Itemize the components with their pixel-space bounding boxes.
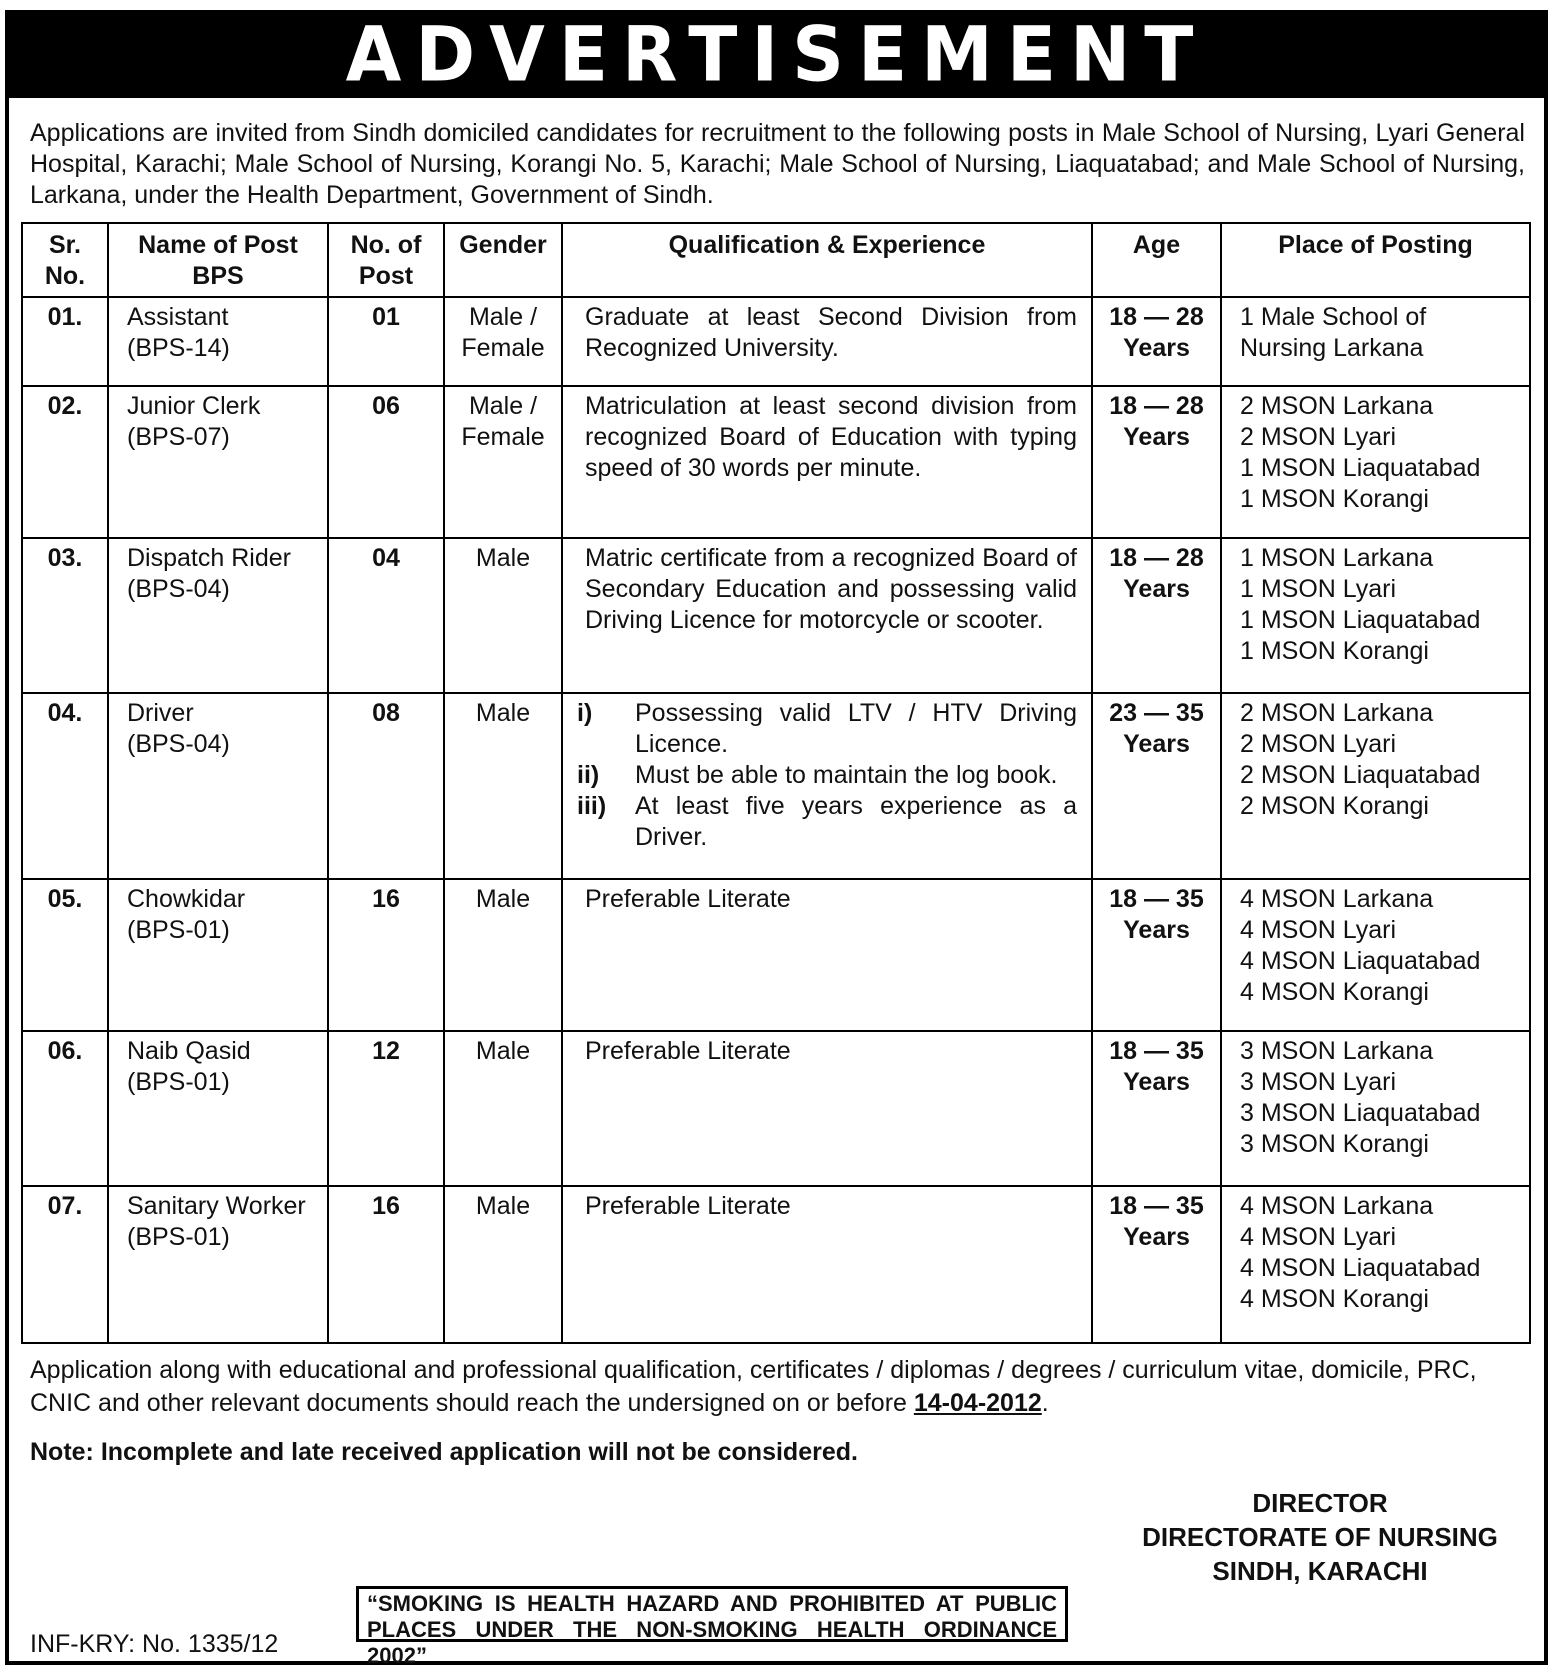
item-marker: ii) [577, 761, 600, 789]
item-text: Possessing valid LTV / HTV Driving Licence. [635, 699, 1077, 758]
qualification-item [577, 760, 1077, 791]
age: 18 — 28 Years [1092, 386, 1221, 538]
header-gender: Gender [444, 223, 562, 297]
qualification-list [577, 698, 1077, 853]
place-of-posting: 2 MSON Larkana 2 MSON Lyari 1 MSON Liaquatabad 1 MSON Korangi [1221, 386, 1530, 538]
signature-location: SINDH, KARACHI [1212, 1556, 1428, 1586]
post-name: Junior Clerk (BPS-07) [108, 386, 328, 538]
qualification: Preferable Literate [562, 1186, 1092, 1343]
sr-no: 06. [22, 1031, 108, 1186]
table-row [22, 1186, 1530, 1343]
intro-paragraph: Applications are invited from Sindh domiciled candidates for recruitment to the following posts in Male School of Nursing, Lyari General Hospital, Karachi; Male School of Nursing, Korangi No. 5, Karachi; Male School of Nursing, Liaquatabad; and Male School of Nursing, Larkana, under the Health Department, Government of Sindh. [30, 119, 1525, 209]
table-row [22, 386, 1530, 538]
qualification: Preferable Literate [562, 1031, 1092, 1186]
post-count: 16 [328, 1186, 444, 1343]
age: 18 — 28 Years [1092, 297, 1221, 386]
age: 23 — 35 Years [1092, 693, 1221, 879]
place-of-posting: 3 MSON Larkana 3 MSON Lyari 3 MSON Liaquatabad 3 MSON Korangi [1221, 1031, 1530, 1186]
note-text: Note: Incomplete and late received application will not be considered. [30, 1438, 858, 1466]
signature-block [1100, 1486, 1540, 1588]
header-place-of-posting: Place of Posting [1221, 223, 1530, 297]
item-text: Must be able to maintain the log book. [635, 761, 1058, 789]
signature-office: DIRECTORATE OF NURSING [1142, 1522, 1498, 1552]
table-row [22, 879, 1530, 1031]
header-banner [5, 10, 1548, 98]
post-name: Chowkidar (BPS-01) [108, 879, 328, 1031]
header-sr-no: Sr. No. [22, 223, 108, 297]
place-of-posting: 2 MSON Larkana 2 MSON Lyari 2 MSON Liaquatabad 2 MSON Korangi [1221, 693, 1530, 879]
post-count: 08 [328, 693, 444, 879]
age: 18 — 35 Years [1092, 1186, 1221, 1343]
sr-no: 02. [22, 386, 108, 538]
gender: Male [444, 693, 562, 879]
table-row [22, 693, 1530, 879]
qualification: Matric certificate from a recognized Board of Secondary Education and possessing valid Driving Licence for motorcycle or scooter. [562, 538, 1092, 693]
qualification-item [577, 791, 1077, 853]
table-row [22, 1031, 1530, 1186]
age: 18 — 35 Years [1092, 1031, 1221, 1186]
table-row [22, 538, 1530, 693]
post-name: Dispatch Rider (BPS-04) [108, 538, 328, 693]
qualification: Matriculation at least second division from recognized Board of Education with typing speed of 30 words per minute. [562, 386, 1092, 538]
closing-period: . [1041, 1389, 1049, 1417]
place-of-posting: 4 MSON Larkana 4 MSON Lyari 4 MSON Liaquatabad 4 MSON Korangi [1221, 879, 1530, 1031]
age: 18 — 28 Years [1092, 538, 1221, 693]
sr-no: 03. [22, 538, 108, 693]
post-name: Sanitary Worker (BPS-01) [108, 1186, 328, 1343]
closing-paragraph [30, 1354, 1525, 1420]
place-of-posting: 4 MSON Larkana 4 MSON Lyari 4 MSON Liaquatabad 4 MSON Korangi [1221, 1186, 1530, 1343]
gender: Male / Female [444, 386, 562, 538]
closing-text: Application along with educational and professional qualification, certificates / diplomas / degrees / curriculum vitae, domicile, PRC, CNIC and other relevant documents should reach the undersigned on or before [30, 1356, 1477, 1417]
post-count: 06 [328, 386, 444, 538]
header-qualification: Qualification & Experience [562, 223, 1092, 297]
signature-title: DIRECTOR [1252, 1488, 1388, 1518]
header-name-of-post: Name of Post BPS [108, 223, 328, 297]
gender: Male [444, 538, 562, 693]
table-header-row [22, 223, 1530, 297]
gender: Male [444, 1186, 562, 1343]
sr-no: 04. [22, 693, 108, 879]
qualification: Preferable Literate [562, 879, 1092, 1031]
place-of-posting: 1 MSON Larkana 1 MSON Lyari 1 MSON Liaquatabad 1 MSON Korangi [1221, 538, 1530, 693]
post-name: Naib Qasid (BPS-01) [108, 1031, 328, 1186]
gender: Male / Female [444, 297, 562, 386]
item-marker: iii) [577, 792, 607, 820]
deadline-date: 14-04-2012 [913, 1389, 1042, 1417]
item-marker: i) [577, 699, 593, 727]
sr-no: 07. [22, 1186, 108, 1343]
qualification [562, 693, 1092, 879]
post-count: 12 [328, 1031, 444, 1186]
place-of-posting: 1 Male School of Nursing Larkana [1221, 297, 1530, 386]
post-count: 04 [328, 538, 444, 693]
age: 18 — 35 Years [1092, 879, 1221, 1031]
header-no-of-post: No. of Post [328, 223, 444, 297]
sr-no: 01. [22, 297, 108, 386]
post-name: Assistant (BPS-14) [108, 297, 328, 386]
posts-table [21, 222, 1531, 1344]
smoking-notice: “SMOKING IS HEALTH HAZARD AND PROHIBITED AT PUBLIC PLACES UNDER THE NON-SMOKING HEALTH ORDINANCE 2002” [356, 1586, 1068, 1642]
qualification-item [577, 698, 1077, 760]
table-row [22, 297, 1530, 386]
item-text: At least five years experience as a Driver. [635, 792, 1077, 851]
reference-number: INF-KRY: No. 1335/12 [30, 1630, 279, 1658]
sr-no: 05. [22, 879, 108, 1031]
qualification: Graduate at least Second Division from Recognized University. [562, 297, 1092, 386]
post-count: 16 [328, 879, 444, 1031]
page-title: ADVERTISEMENT [345, 9, 1208, 99]
post-name: Driver (BPS-04) [108, 693, 328, 879]
gender: Male [444, 1031, 562, 1186]
header-age: Age [1092, 223, 1221, 297]
gender: Male [444, 879, 562, 1031]
post-count: 01 [328, 297, 444, 386]
